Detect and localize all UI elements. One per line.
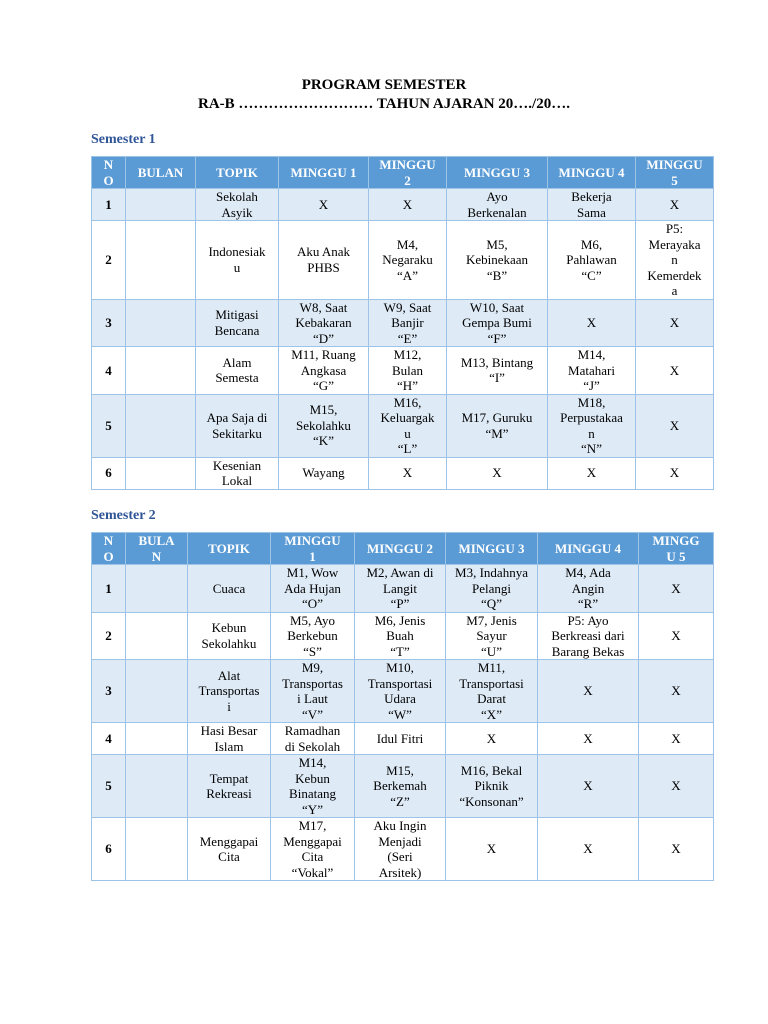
cell-minggu-1: M1, Wow Ada Hujan “O” (271, 565, 355, 613)
column-header-minggu-1: MINGGU 1 (279, 157, 369, 189)
cell-minggu-3: M7, Jenis Sayur “U” (446, 612, 538, 660)
cell-topik: Alat Transportas i (188, 660, 271, 723)
table-row (92, 221, 714, 300)
cell-bulan (126, 723, 188, 755)
cell-bulan (126, 755, 188, 818)
cell-topik: Indonesiak u (196, 221, 279, 300)
semester-2-heading: Semester 2 (91, 508, 156, 523)
table-row (92, 755, 714, 818)
cell-minggu-1: X (279, 189, 369, 221)
cell-no: 3 (92, 660, 126, 723)
cell-minggu-5: X (639, 755, 714, 818)
cell-minggu-5: X (639, 565, 714, 613)
cell-topik: Hasi Besar Islam (188, 723, 271, 755)
cell-no: 4 (92, 723, 126, 755)
cell-topik: Apa Saja di Sekitarku (196, 394, 279, 457)
cell-no: 6 (92, 457, 126, 489)
table-row (92, 394, 714, 457)
semester-2-header-row (92, 533, 714, 565)
cell-minggu-3: X (446, 723, 538, 755)
cell-minggu-4: Bekerja Sama (548, 189, 636, 221)
cell-minggu-4: P5: Ayo Berkreasi dari Barang Bekas (538, 612, 639, 660)
semester-1-heading: Semester 1 (91, 132, 156, 147)
column-header-minggu-5: MINGGU 5 (636, 157, 714, 189)
cell-no: 2 (92, 221, 126, 300)
cell-minggu-2: M15, Berkemah “Z” (355, 755, 446, 818)
column-header-topik: TOPIK (196, 157, 279, 189)
cell-minggu-5: X (639, 660, 714, 723)
cell-minggu-5: X (636, 347, 714, 395)
cell-no: 5 (92, 394, 126, 457)
column-header-minggu-2: MINGGU 2 (369, 157, 447, 189)
cell-minggu-1: M15, Sekolahku “K” (279, 394, 369, 457)
cell-minggu-5: P5: Merayaka n Kemerdek a (636, 221, 714, 300)
column-header-minggu-1: MINGGU 1 (271, 533, 355, 565)
cell-minggu-3: M5, Kebinekaan “B” (447, 221, 548, 300)
column-header-minggu-4: MINGGU 4 (538, 533, 639, 565)
column-header-no: N O (92, 157, 126, 189)
cell-minggu-1: Wayang (279, 457, 369, 489)
cell-minggu-1: Ramadhan di Sekolah (271, 723, 355, 755)
column-header-bulan: BULA N (126, 533, 188, 565)
cell-bulan (126, 660, 188, 723)
column-header-minggu-4: MINGGU 4 (548, 157, 636, 189)
cell-topik: Kesenian Lokal (196, 457, 279, 489)
table-row (92, 299, 714, 347)
cell-minggu-1: M5, Ayo Berkebun “S” (271, 612, 355, 660)
cell-minggu-4: M4, Ada Angin “R” (538, 565, 639, 613)
cell-minggu-2: M10, Transportasi Udara “W” (355, 660, 446, 723)
table-row (92, 612, 714, 660)
cell-bulan (126, 347, 196, 395)
cell-minggu-5: X (636, 457, 714, 489)
cell-minggu-1: Aku Anak PHBS (279, 221, 369, 300)
cell-bulan (126, 457, 196, 489)
cell-bulan (126, 565, 188, 613)
cell-minggu-4: M14, Matahari “J” (548, 347, 636, 395)
column-header-minggu-3: MINGGU 3 (446, 533, 538, 565)
cell-no: 1 (92, 565, 126, 613)
cell-minggu-5: X (639, 612, 714, 660)
cell-minggu-4: X (548, 299, 636, 347)
cell-no: 3 (92, 299, 126, 347)
column-header-minggu-5: MINGG U 5 (639, 533, 714, 565)
cell-minggu-5: X (639, 818, 714, 881)
cell-minggu-4: X (538, 723, 639, 755)
cell-minggu-2: M4, Negaraku “A” (369, 221, 447, 300)
cell-minggu-5: X (636, 394, 714, 457)
semester-1-table (91, 156, 714, 490)
cell-minggu-3: X (447, 457, 548, 489)
document-title: PROGRAM SEMESTER (301, 77, 467, 93)
semester-1-header-row (92, 157, 714, 189)
cell-minggu-1: M14, Kebun Binatang “Y” (271, 755, 355, 818)
cell-bulan (126, 299, 196, 347)
column-header-no: N O (92, 533, 126, 565)
cell-minggu-2: W9, Saat Banjir “E” (369, 299, 447, 347)
cell-minggu-2: M12, Bulan “H” (369, 347, 447, 395)
cell-minggu-1: M17, Menggapai Cita “Vokal” (271, 818, 355, 881)
cell-minggu-3: M16, Bekal Piknik “Konsonan” (446, 755, 538, 818)
column-header-minggu-3: MINGGU 3 (447, 157, 548, 189)
cell-minggu-1: M11, Ruang Angkasa “G” (279, 347, 369, 395)
cell-minggu-4: M18, Perpustakaa n “N” (548, 394, 636, 457)
table-row (92, 818, 714, 881)
cell-minggu-1: W8, Saat Kebakaran “D” (279, 299, 369, 347)
cell-minggu-5: X (636, 189, 714, 221)
table-row (92, 347, 714, 395)
cell-minggu-2: M2, Awan di Langit “P” (355, 565, 446, 613)
cell-topik: Mitigasi Bencana (196, 299, 279, 347)
cell-minggu-3: X (446, 818, 538, 881)
table-row (92, 723, 714, 755)
cell-minggu-3: M17, Guruku “M” (447, 394, 548, 457)
cell-minggu-4: X (548, 457, 636, 489)
cell-topik: Cuaca (188, 565, 271, 613)
cell-minggu-3: Ayo Berkenalan (447, 189, 548, 221)
cell-minggu-5: X (639, 723, 714, 755)
cell-minggu-2: M6, Jenis Buah “T” (355, 612, 446, 660)
cell-minggu-2: M16, Keluargak u “L” (369, 394, 447, 457)
cell-minggu-3: M3, Indahnya Pelangi “Q” (446, 565, 538, 613)
cell-no: 1 (92, 189, 126, 221)
cell-minggu-5: X (636, 299, 714, 347)
cell-minggu-2: Aku Ingin Menjadi (Seri Arsitek) (355, 818, 446, 881)
cell-no: 4 (92, 347, 126, 395)
cell-bulan (126, 394, 196, 457)
cell-bulan (126, 612, 188, 660)
cell-minggu-4: X (538, 818, 639, 881)
cell-topik: Sekolah Asyik (196, 189, 279, 221)
table-row (92, 189, 714, 221)
table-row (92, 457, 714, 489)
semester-2-table (91, 532, 714, 881)
column-header-bulan: BULAN (126, 157, 196, 189)
cell-topik: Menggapai Cita (188, 818, 271, 881)
column-header-minggu-2: MINGGU 2 (355, 533, 446, 565)
cell-minggu-3: M13, Bintang “I” (447, 347, 548, 395)
cell-minggu-2: X (369, 189, 447, 221)
table-row (92, 660, 714, 723)
cell-minggu-4: M6, Pahlawan “C” (548, 221, 636, 300)
cell-topik: Alam Semesta (196, 347, 279, 395)
cell-bulan (126, 189, 196, 221)
cell-no: 2 (92, 612, 126, 660)
cell-minggu-3: M11, Transportasi Darat “X” (446, 660, 538, 723)
cell-minggu-2: Idul Fitri (355, 723, 446, 755)
cell-bulan (126, 221, 196, 300)
cell-minggu-4: X (538, 660, 639, 723)
column-header-topik: TOPIK (188, 533, 271, 565)
cell-topik: Tempat Rekreasi (188, 755, 271, 818)
cell-no: 5 (92, 755, 126, 818)
cell-bulan (126, 818, 188, 881)
cell-minggu-1: M9, Transportas i Laut “V” (271, 660, 355, 723)
cell-no: 6 (92, 818, 126, 881)
table-row (92, 565, 714, 613)
cell-topik: Kebun Sekolahku (188, 612, 271, 660)
cell-minggu-2: X (369, 457, 447, 489)
cell-minggu-3: W10, Saat Gempa Bumi “F” (447, 299, 548, 347)
cell-minggu-4: X (538, 755, 639, 818)
document-subtitle: RA-B ……………………… TAHUN AJARAN 20…./20…. (198, 96, 570, 112)
